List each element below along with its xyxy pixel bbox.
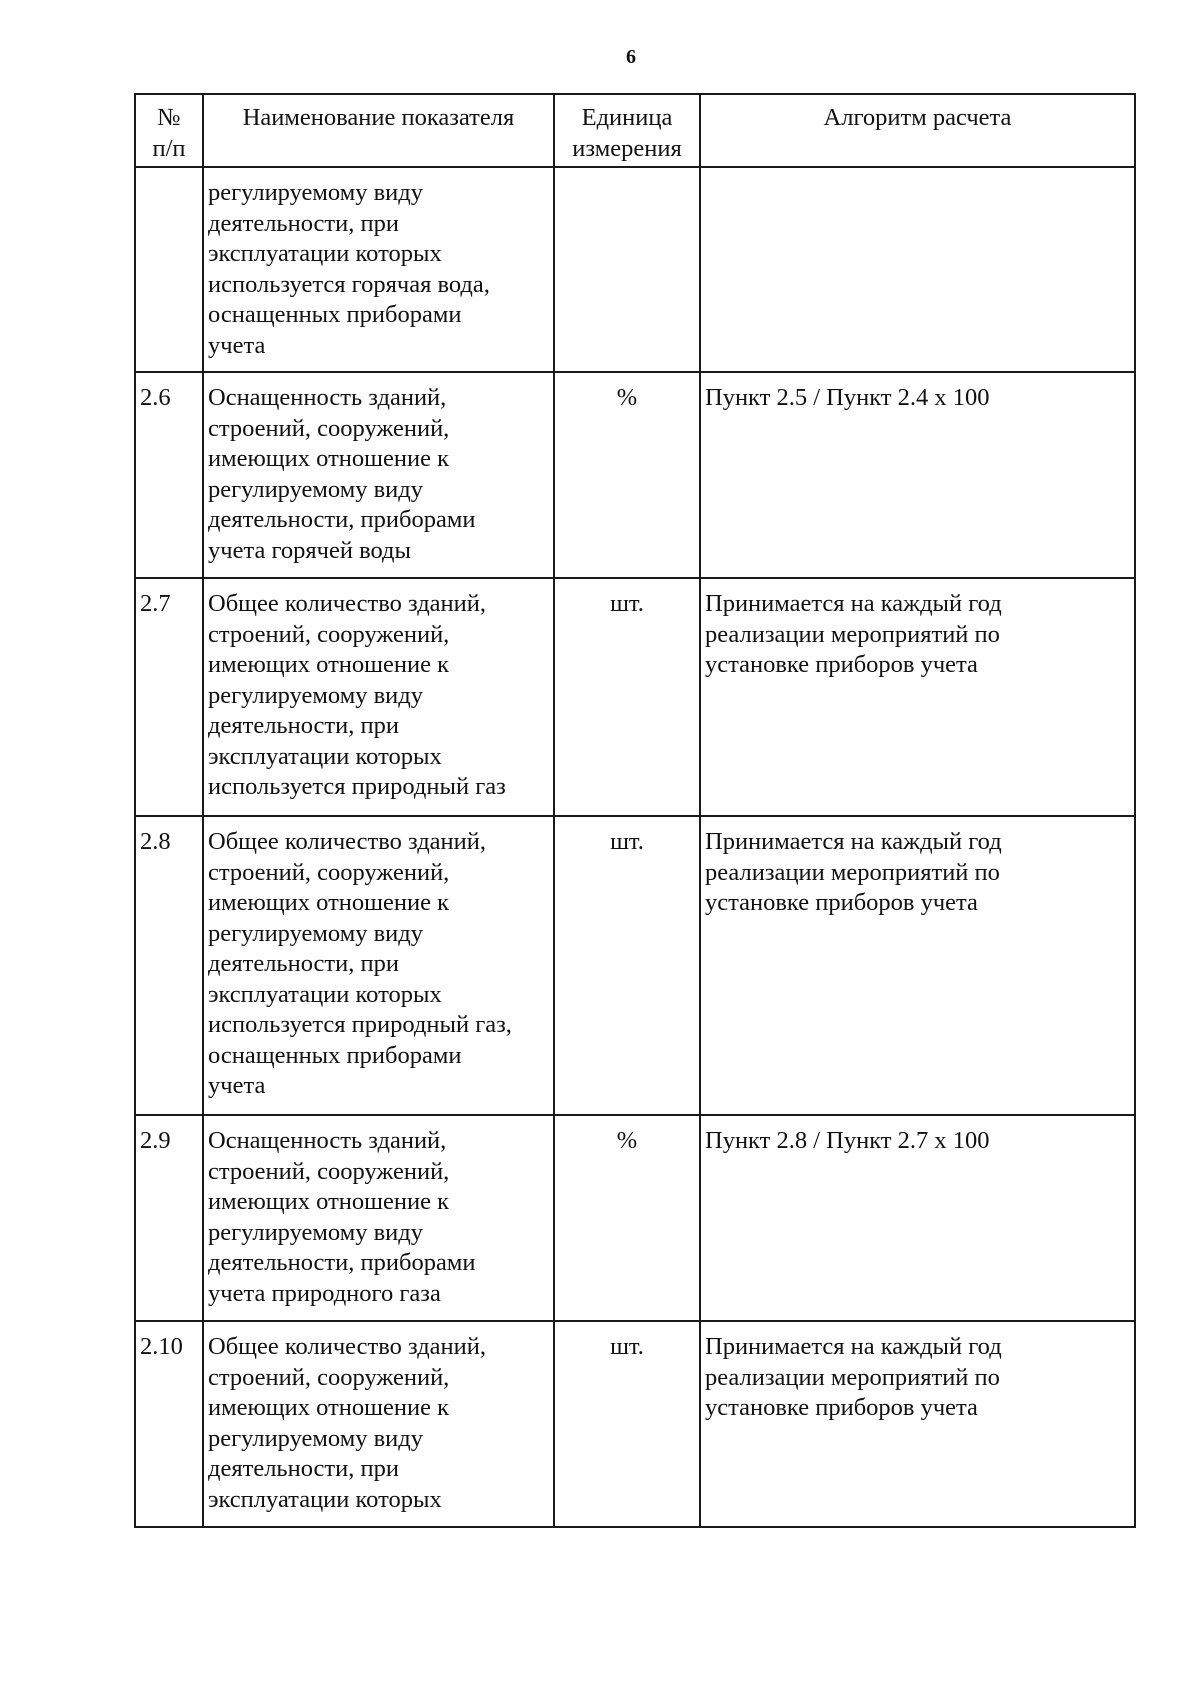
row-name: Общее количество зданий, строений, сооружений, имеющих отношение к регулируемому виду деятельности, при эксплуатации которых используется природный газ	[203, 578, 554, 816]
row-algorithm: Пункт 2.8 / Пункт 2.7 х 100	[700, 1115, 1135, 1321]
row-algorithm: Принимается на каждый год реализации мероприятий по установке приборов учета	[700, 816, 1135, 1115]
row-unit	[554, 167, 700, 372]
row-name: Оснащенность зданий, строений, сооружений, имеющих отношение к регулируемому виду деятельности, приборами учета природного газа	[203, 1115, 554, 1321]
header-num: № п/п	[135, 94, 203, 167]
table-header-row	[135, 94, 1135, 167]
row-unit: %	[554, 372, 700, 578]
row-name: Общее количество зданий, строений, сооружений, имеющих отношение к регулируемому виду деятельности, при эксплуатации которых используется природный газ, оснащенных приборами учета	[203, 816, 554, 1115]
row-unit: шт.	[554, 578, 700, 816]
row-name: Оснащенность зданий, строений, сооружений, имеющих отношение к регулируемому виду деятельности, приборами учета горячей воды	[203, 372, 554, 578]
row-num: 2.8	[135, 816, 203, 1115]
row-num: 2.9	[135, 1115, 203, 1321]
header-name: Наименование показателя	[203, 94, 554, 167]
page-number: 6	[626, 46, 636, 68]
table-row	[135, 578, 1135, 816]
row-algorithm: Принимается на каждый год реализации мероприятий по установке приборов учета	[700, 1321, 1135, 1527]
row-name: Общее количество зданий, строений, сооружений, имеющих отношение к регулируемому виду деятельности, при эксплуатации которых	[203, 1321, 554, 1527]
row-algorithm	[700, 167, 1135, 372]
header-unit: Единица измерения	[554, 94, 700, 167]
row-unit: %	[554, 1115, 700, 1321]
row-algorithm: Пункт 2.5 / Пункт 2.4 х 100	[700, 372, 1135, 578]
table-row	[135, 1321, 1135, 1527]
row-unit: шт.	[554, 1321, 700, 1527]
row-num: 2.7	[135, 578, 203, 816]
row-name: регулируемому виду деятельности, при эксплуатации которых используется горячая вода, оснащенных приборами учета	[203, 167, 554, 372]
header-algorithm: Алгоритм расчета	[700, 94, 1135, 167]
row-algorithm: Принимается на каждый год реализации мероприятий по установке приборов учета	[700, 578, 1135, 816]
indicators-table	[134, 93, 1136, 1528]
table-row	[135, 816, 1135, 1115]
table-row	[135, 167, 1135, 372]
table-row	[135, 372, 1135, 578]
table-row	[135, 1115, 1135, 1321]
row-num: 2.10	[135, 1321, 203, 1527]
row-num: 2.6	[135, 372, 203, 578]
row-num	[135, 167, 203, 372]
row-unit: шт.	[554, 816, 700, 1115]
